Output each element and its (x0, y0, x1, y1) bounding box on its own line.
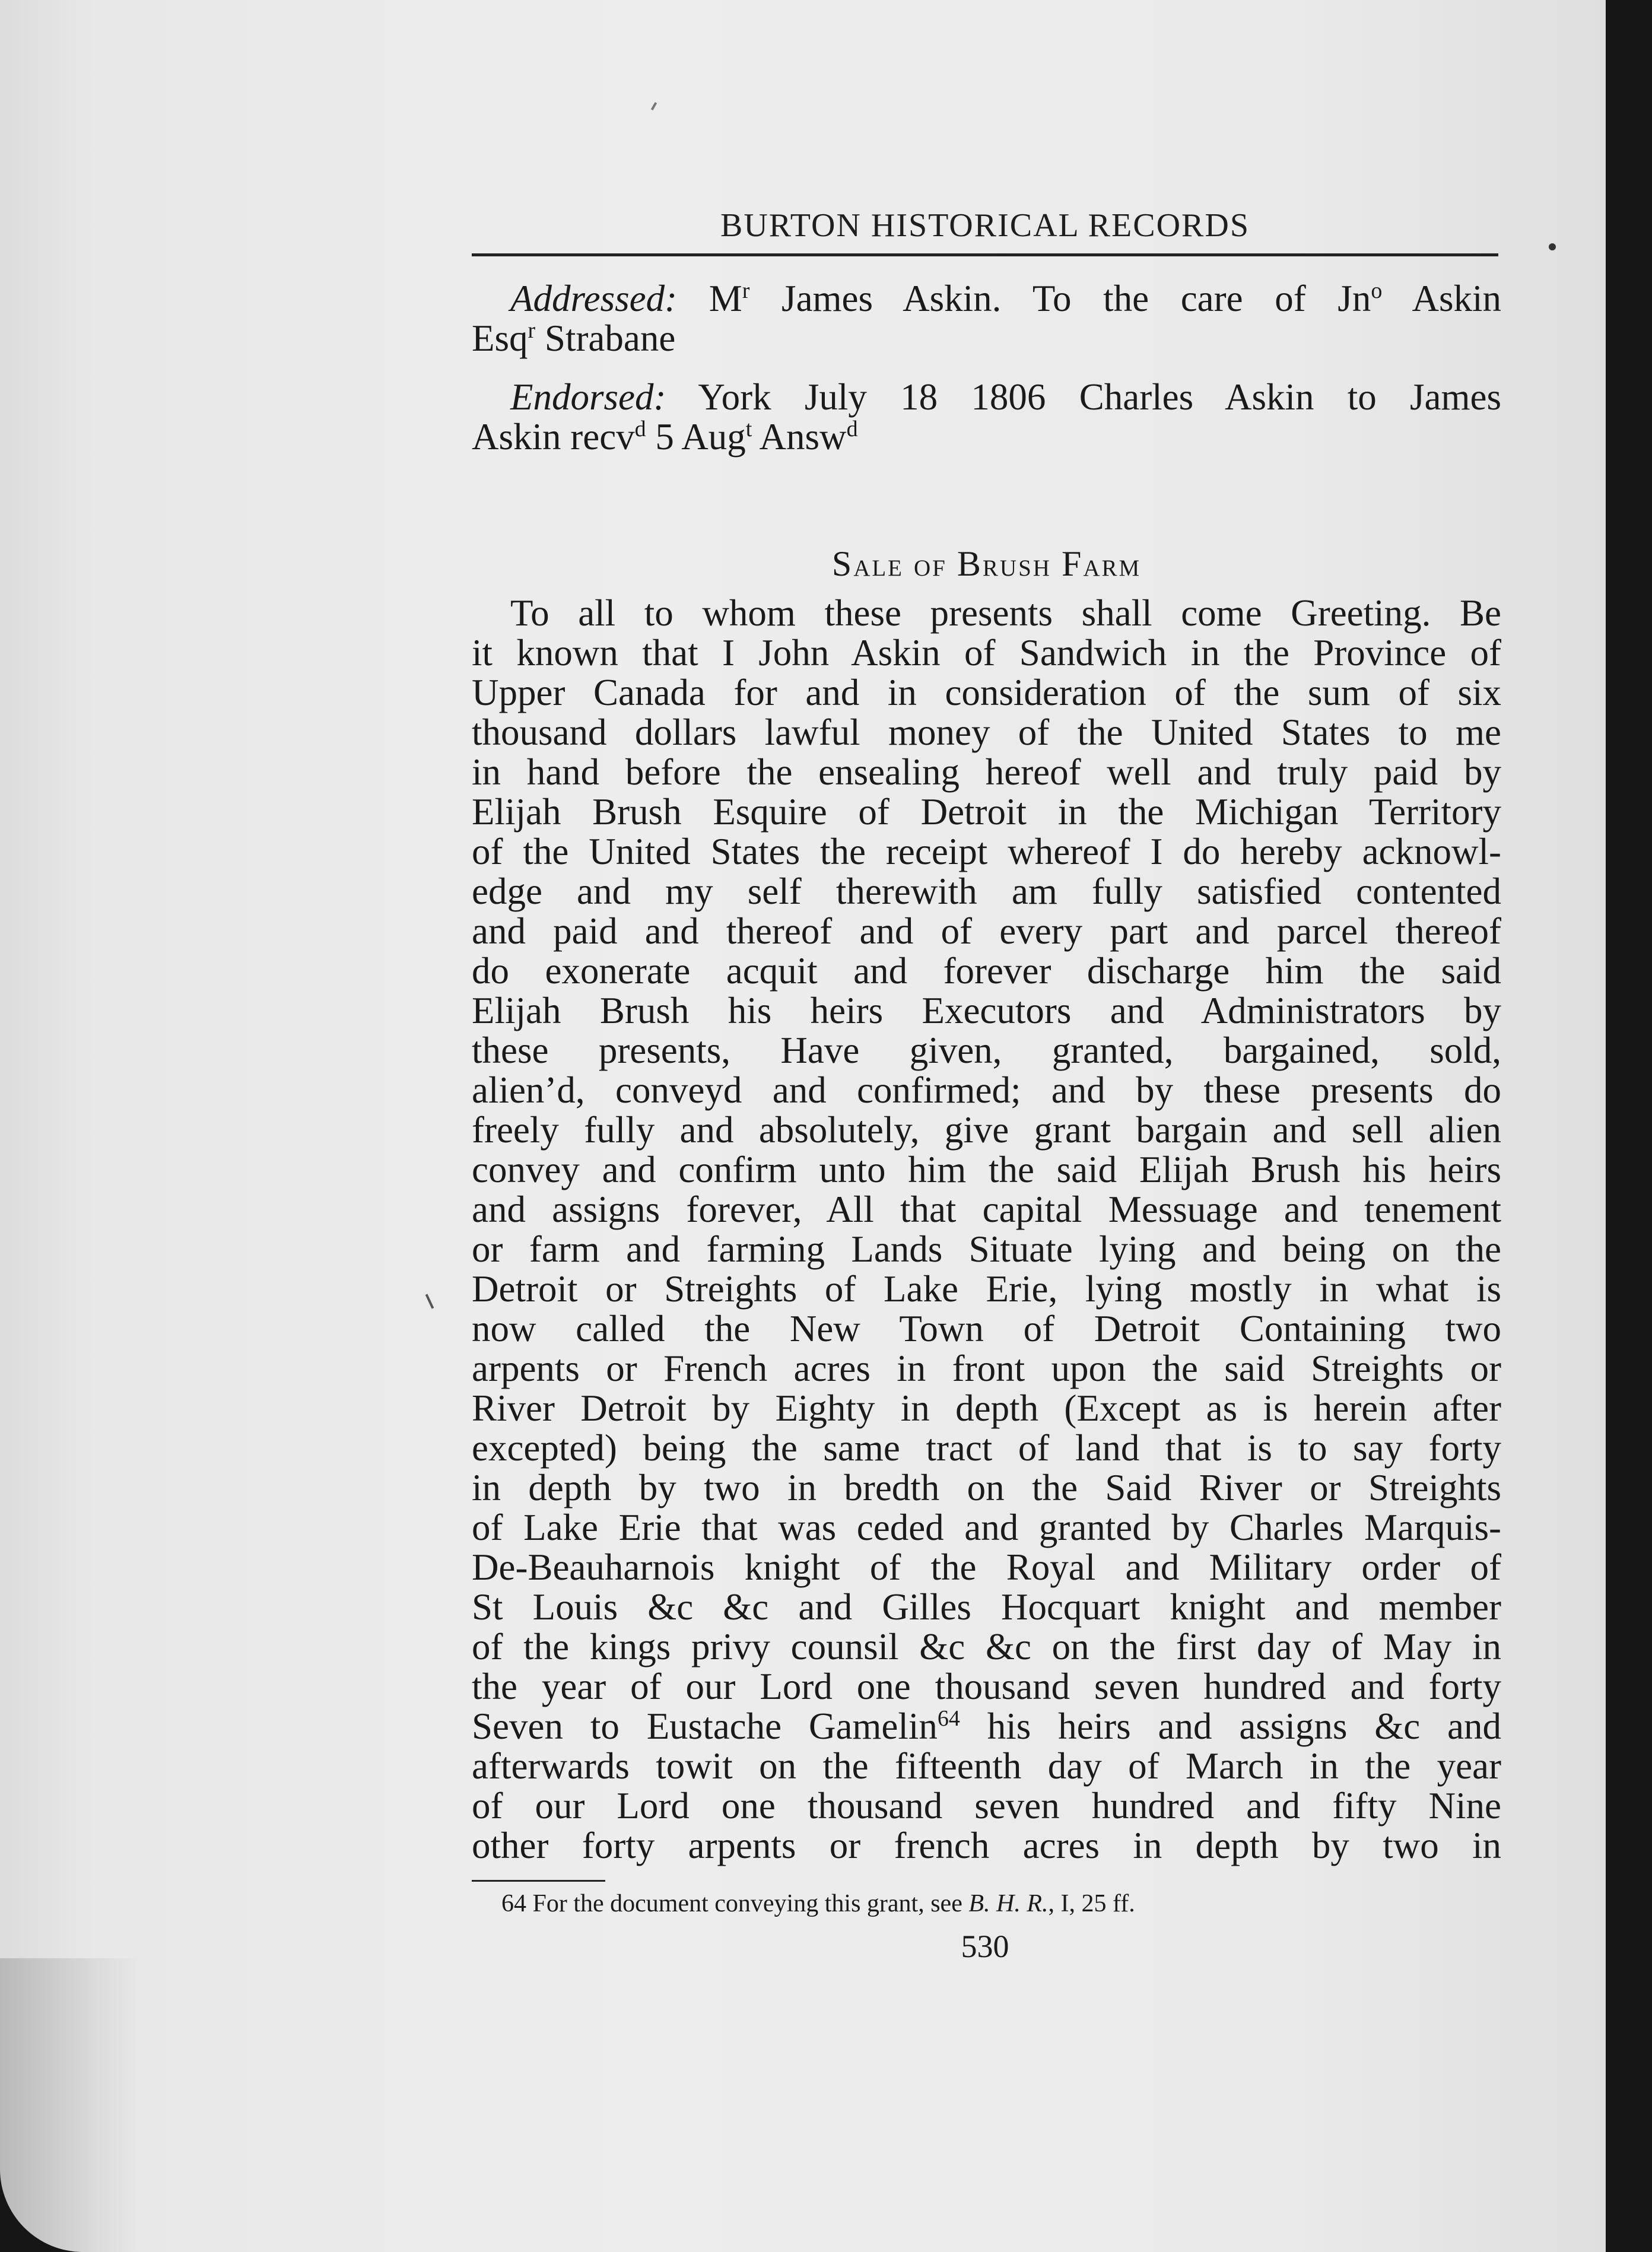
body-line: excepted) being the same tract of land that is to say forty (472, 1427, 1501, 1469)
endorsed-label: Endorsed: (510, 376, 666, 418)
body-line: alien’d, conveyd and confirmed; and by these presents do (472, 1069, 1501, 1111)
body-line: of Lake Erie that was ceded and granted by Charles Marquis- (472, 1507, 1501, 1548)
footnote: 64 For the document conveying this grant, see B. H. R., I, 25 ff. (501, 1890, 1135, 1917)
body-line: or farm and farming Lands Situate lying and being on the (472, 1228, 1501, 1270)
body-line: of our Lord one thousand seven hundred and fifty Nine (472, 1785, 1501, 1827)
endorsed-line-1: Endorsed: York July 18 1806 Charles Askin to James (510, 376, 1501, 418)
body-line: afterwards towit on the fifteenth day of March in the year (472, 1745, 1501, 1787)
body-line: St Louis &c &c and Gilles Hocquart knight and member (472, 1586, 1501, 1628)
body-line: and paid and thereof and of every part and parcel thereof (472, 910, 1501, 952)
body-line: in hand before the ensealing hereof well and truly paid by (472, 751, 1501, 793)
page-number: 530 (961, 1929, 1009, 1964)
body-line-gamelin: Seven to Eustache Gamelin$^{64}$ his heirs and assigns &c and (472, 1705, 1502, 1747)
body-line: De-Beauharnois knight of the Royal and Military order of (472, 1546, 1501, 1588)
body-line: Detroit or Streights of Lake Erie, lying mostly in what is (472, 1268, 1501, 1310)
body-line: now called the New Town of Detroit Containing two (472, 1308, 1501, 1349)
section-title: Sale of Brush Farm (831, 544, 1142, 583)
body-line: of the kings privy counsil &c &c on the first day of May in (472, 1626, 1501, 1667)
header-title: BURTON HISTORICAL RECORDS (720, 207, 1250, 244)
body-line: convey and confirm unto him the said Elijah Brush his heirs (472, 1149, 1501, 1190)
body-line: Elijah Brush Esquire of Detroit in the Michigan Territory (472, 791, 1501, 833)
body-line: the year of our Lord one thousand seven hundred and forty (472, 1666, 1501, 1707)
body-line: and assigns forever, All that capital Messuage and tenement (472, 1189, 1501, 1230)
footnote-marker: 64 (937, 1706, 960, 1731)
body-line: do exonerate acquit and forever discharge him the said (472, 950, 1501, 992)
body-line: freely fully and absolutely, give grant bargain and sell alien (472, 1109, 1501, 1151)
body-line: Upper Canada for and in consideration of the sum of six (472, 672, 1501, 713)
body-line: River Detroit by Eighty in depth (Except as is herein after (472, 1387, 1501, 1429)
page-body (472, 279, 1501, 1866)
endorsed-line-2: Askin recv$^d$ 5 Aug$^t$ Answ$^d$ (472, 416, 858, 458)
page-corner-shadow (0, 1958, 142, 2252)
running-header (472, 205, 1498, 259)
addressed-line-2: Esq$^r$ Strabane (472, 317, 676, 359)
body-line: thousand dollars lawful money of the United States to me (472, 712, 1501, 753)
body-line: To all to whom these presents shall come Greeting. Be (510, 592, 1501, 634)
body-line: edge and my self therewith am fully satisfied contented (472, 871, 1501, 912)
addressed-label: Addressed: (510, 278, 678, 319)
addressed-line-1: Addressed: $M^r$ James Askin. To the care of Jn$^o$ Askin (510, 278, 1501, 319)
body-line: arpents or French acres in front upon the said Streights or (472, 1348, 1501, 1389)
stray-dot (1549, 243, 1556, 250)
body-line: it known that I John Askin of Sandwich in the Province of (472, 632, 1501, 674)
body-line: Elijah Brush his heirs Executors and Administrators by (472, 990, 1501, 1031)
body-line: in depth by two in bredth on the Said River or Streights (472, 1467, 1501, 1508)
body-line: these presents, Have given, granted, bargained, sold, (472, 1030, 1501, 1071)
body-line: other forty arpents or french acres in depth by two in (472, 1825, 1501, 1866)
header-rule (472, 253, 1498, 256)
footnote-rule (472, 1880, 605, 1882)
body-line: of the United States the receipt whereof I do hereby acknowl- (472, 831, 1501, 872)
